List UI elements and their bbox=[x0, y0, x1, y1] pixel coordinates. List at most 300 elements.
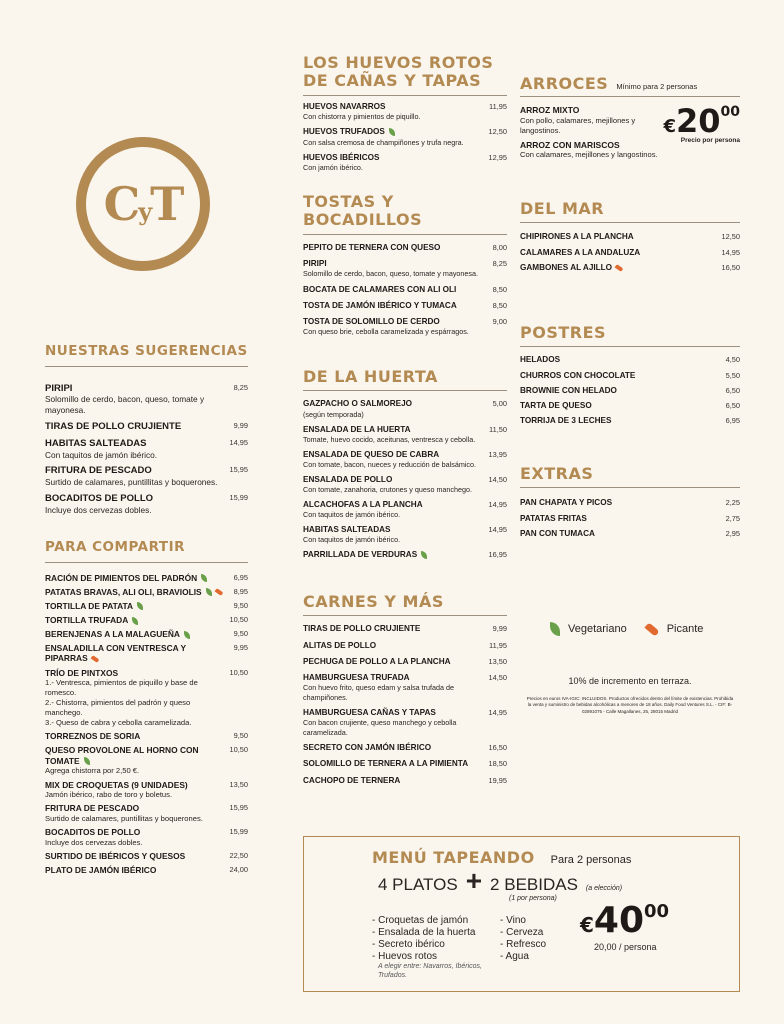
compartir-list bbox=[45, 573, 248, 876]
menu-item-name: TIRAS DE POLLO CRUJIENTE bbox=[45, 420, 182, 432]
tapeando-title: MENÚ TAPEANDO bbox=[372, 848, 535, 867]
menu-item bbox=[303, 399, 507, 419]
plus-icon: + bbox=[465, 865, 483, 896]
menu-item-name: ENSALADA DE LA HUERTA bbox=[303, 424, 411, 434]
menu-item-name: ENSALADILLA CON VENTRESCA Y PIPARRAS bbox=[45, 642, 186, 664]
menu-item-name: CACHOPO DE TERNERA bbox=[303, 775, 401, 785]
compartir-section bbox=[45, 540, 248, 880]
menu-item-name: PAN CON TUMACA bbox=[520, 528, 595, 538]
menu-item-price: 12,50 bbox=[721, 232, 740, 242]
mar-list bbox=[520, 232, 740, 273]
menu-item-name: BERENJENAS A LA MALAGUEÑA bbox=[45, 629, 228, 640]
menu-item-text bbox=[520, 514, 720, 524]
menu-item-name: CHURROS CON CHOCOLATE bbox=[520, 370, 636, 380]
menu-item-price: 14,95 bbox=[488, 708, 507, 718]
menu-item-name: HABITAS SALTEADAS bbox=[303, 524, 391, 534]
tapeando-offer bbox=[378, 865, 623, 896]
menu-item-text bbox=[303, 425, 483, 445]
tapeando-plato: - Secreto ibérico bbox=[372, 939, 445, 950]
menu-item-price: 14,50 bbox=[488, 673, 507, 683]
menu-item-price: 8,50 bbox=[492, 284, 507, 294]
menu-item-name: TORTILLA DE PATATA bbox=[45, 601, 228, 612]
menu-item-price: 12,95 bbox=[488, 153, 507, 162]
menu-item-desc: Agrega chistorra por 2,50 €. bbox=[45, 766, 140, 776]
menu-item-text bbox=[520, 386, 720, 396]
menu-item-text bbox=[303, 500, 483, 520]
menu-item-text bbox=[45, 803, 224, 823]
menu-item-text bbox=[45, 383, 228, 416]
huevos-section bbox=[303, 54, 507, 179]
menu-item bbox=[303, 317, 507, 337]
tapeando-price-value: €4000 bbox=[580, 900, 670, 941]
menu-item bbox=[303, 759, 507, 769]
menu-item-text bbox=[303, 399, 487, 419]
menu-item-price: 13,50 bbox=[229, 779, 248, 789]
menu-item-price: 9,50 bbox=[233, 730, 248, 740]
tapeando-platos-note: A elegir entre: Navarros, Ibéricos, Trufados. bbox=[378, 963, 483, 979]
menu-item bbox=[520, 105, 660, 135]
menu-item-name: SOLOMILLO DE TERNERA A LA PIMIENTA bbox=[303, 759, 469, 769]
chili-icon bbox=[615, 264, 624, 272]
menu-item-desc: Con salsa cremosa de champiñones y trufa negra. bbox=[303, 137, 464, 147]
menu-item-text bbox=[303, 776, 483, 786]
menu-item-text bbox=[45, 668, 224, 728]
menu-item bbox=[303, 525, 507, 545]
menu-item-desc: Con taquitos de jamón ibérico. bbox=[45, 449, 158, 460]
menu-item-name: BROWNIE CON HELADO bbox=[520, 385, 617, 395]
postres-section bbox=[520, 324, 740, 432]
legend-spicy: Picante bbox=[666, 623, 704, 635]
menu-item-name: TOSTA DE JAMÓN IBÉRICO Y TUMACA bbox=[303, 300, 457, 310]
menu-item-text bbox=[303, 102, 483, 122]
menu-item-price: 8,50 bbox=[492, 300, 507, 310]
menu-item-desc: Con huevo frito, queso edam y salsa trufada de champiñones. bbox=[303, 683, 455, 702]
menu-item-text bbox=[303, 743, 483, 753]
huevos-title: LOS HUEVOS ROTOS DE CAÑAS Y TAPAS bbox=[303, 54, 507, 96]
menu-item-name: SURTIDO DE IBÉRICOS Y QUESOS bbox=[45, 851, 186, 862]
menu-item-price: 19,95 bbox=[488, 775, 507, 785]
menu-item-name: HABITAS SALTEADAS bbox=[45, 437, 147, 449]
menu-item-price: 10,50 bbox=[229, 745, 248, 755]
tapeando-bebida: - Agua bbox=[500, 951, 529, 962]
menu-item-price: 9,99 bbox=[492, 624, 507, 634]
menu-item-text bbox=[45, 438, 224, 461]
tapeando-bebida: - Vino bbox=[500, 915, 526, 926]
footer bbox=[520, 676, 740, 715]
leaf-icon bbox=[421, 551, 427, 559]
menu-item-text bbox=[45, 865, 224, 876]
menu-item-price: 11,95 bbox=[489, 101, 507, 111]
menu-item-price: 9,00 bbox=[492, 317, 507, 327]
menu-item bbox=[303, 285, 507, 295]
leaf-icon bbox=[184, 631, 190, 639]
leaf-icon bbox=[550, 622, 560, 636]
menu-item-text bbox=[303, 450, 483, 470]
menu-item-name: ALITAS DE POLLO bbox=[303, 640, 377, 650]
menu-item-desc: Con pollo, calamares, mejillones y langostinos. bbox=[520, 116, 636, 135]
huerta-section bbox=[303, 368, 507, 566]
arroces-list bbox=[520, 105, 660, 164]
menu-item-price: 16,50 bbox=[721, 262, 740, 272]
menu-item-name: ENSALADA DE POLLO bbox=[303, 474, 393, 484]
leaf-icon bbox=[84, 757, 90, 765]
menu-item-name: ARROZ CON MARISCOS bbox=[520, 139, 620, 150]
tapeando-plato: - Croquetas de jamón bbox=[372, 915, 469, 926]
menu-item-name: MIX DE CROQUETAS (9 UNIDADES) bbox=[45, 779, 188, 790]
menu-item bbox=[520, 232, 740, 242]
menu-item bbox=[520, 263, 740, 273]
carnes-list bbox=[303, 624, 507, 785]
menu-item-text bbox=[303, 153, 483, 173]
menu-tapeando-box bbox=[303, 836, 740, 992]
menu-item-name: CHIPIRONES A LA PLANCHA bbox=[520, 232, 634, 242]
menu-item bbox=[45, 383, 248, 416]
menu-item-desc: Solomillo de cerdo, bacon, queso, tomate y mayonesa. bbox=[45, 394, 205, 416]
menu-item-price: 5,50 bbox=[725, 370, 740, 380]
arroces-title: ARROCES bbox=[520, 74, 609, 93]
menu-item-name: RACIÓN DE PIMIENTOS DEL PADRÓN bbox=[45, 573, 228, 584]
menu-item-desc: Con taquitos de jamón ibérico. bbox=[303, 510, 401, 520]
menu-item-price: 13,50 bbox=[488, 656, 507, 666]
arroces-body bbox=[520, 102, 740, 164]
menu-item bbox=[303, 425, 507, 445]
menu-item-price: 10,50 bbox=[229, 614, 248, 624]
arroces-price-label: Precio por persona bbox=[680, 137, 740, 145]
logo bbox=[76, 137, 210, 271]
leaf-icon bbox=[389, 128, 395, 136]
menu-item-desc: Con calamares, mejillones y langostinos. bbox=[520, 150, 658, 160]
menu-item-name: HAMBURGUESA CAÑAS Y TAPAS bbox=[303, 708, 436, 718]
menu-item-text bbox=[520, 416, 720, 426]
menu-item bbox=[303, 776, 507, 786]
legend bbox=[550, 622, 703, 636]
menu-item-price: 15,99 bbox=[229, 493, 248, 503]
menu-item-text bbox=[45, 745, 224, 776]
menu-item-price: 8,95 bbox=[233, 586, 248, 596]
menu-item bbox=[45, 780, 248, 800]
menu-item bbox=[45, 745, 248, 776]
menu-item-name: ENSALADA DE QUESO DE CABRA bbox=[303, 449, 440, 459]
menu-item-price: 6,50 bbox=[725, 401, 740, 411]
menu-item-text bbox=[303, 127, 483, 147]
menu-item-price: 14,95 bbox=[488, 524, 507, 534]
menu-item-name: TORREZNOS DE SORIA bbox=[45, 730, 141, 741]
menu-item-price: 8,25 bbox=[233, 382, 248, 392]
menu-item-text bbox=[303, 759, 483, 769]
menu-item-text bbox=[520, 371, 720, 381]
arroces-price: €2000 bbox=[663, 102, 740, 141]
menu-item-name: ALCACHOFAS A LA PLANCHA bbox=[303, 499, 423, 509]
arroces-section bbox=[520, 75, 740, 164]
menu-item-text bbox=[520, 355, 720, 365]
menu-item-name: SECRETO CON JAMÓN IBÉRICO bbox=[303, 743, 432, 753]
menu-item bbox=[45, 865, 248, 876]
carnes-section bbox=[303, 593, 507, 792]
menu-item-name: GAZPACHO O SALMOREJO bbox=[303, 399, 413, 409]
menu-item-text bbox=[45, 615, 224, 626]
menu-item bbox=[45, 493, 248, 516]
menu-item bbox=[45, 615, 248, 626]
menu-item-text bbox=[45, 851, 224, 862]
tapeando-plato: - Huevos rotos bbox=[372, 951, 438, 962]
menu-item-price: 6,95 bbox=[725, 416, 740, 426]
menu-item-desc: Con queso brie, cebolla caramelizada y espárragos. bbox=[303, 327, 469, 337]
menu-item-text bbox=[303, 657, 483, 667]
menu-item bbox=[303, 259, 507, 279]
menu-item-name: TIRAS DE POLLO CRUJIENTE bbox=[303, 624, 421, 634]
tostas-section bbox=[303, 193, 507, 343]
mar-section bbox=[520, 200, 740, 278]
menu-item-name: PARRILLADA DE VERDURAS bbox=[303, 550, 483, 560]
legend-veg: Vegetariano bbox=[568, 623, 627, 635]
arroces-header bbox=[520, 75, 740, 97]
leaf-icon bbox=[206, 588, 212, 596]
menu-item-price: 14,95 bbox=[488, 499, 507, 509]
menu-item-text bbox=[303, 641, 483, 651]
menu-item bbox=[45, 629, 248, 640]
menu-item-price: 14,95 bbox=[721, 247, 740, 257]
menu-item-text bbox=[303, 301, 487, 311]
menu-item-price: 6,50 bbox=[725, 385, 740, 395]
menu-item-name: TOSTA DE SOLOMILLO DE CERDO bbox=[303, 317, 440, 327]
menu-item-price: 14,50 bbox=[488, 474, 507, 484]
menu-item bbox=[45, 601, 248, 612]
menu-item-text bbox=[45, 629, 228, 640]
menu-item bbox=[303, 624, 507, 634]
menu-item-text bbox=[303, 550, 483, 560]
carnes-title: CARNES Y MÁS bbox=[303, 593, 507, 616]
menu-item bbox=[303, 153, 507, 173]
arroces-price-box bbox=[660, 102, 740, 164]
tapeando-plato: - Ensalada de la huerta bbox=[372, 927, 476, 938]
sugerencias-section bbox=[45, 344, 248, 521]
tapeando-platos-list bbox=[372, 915, 475, 963]
menu-item-text bbox=[520, 232, 716, 242]
menu-item-text bbox=[520, 498, 720, 508]
huerta-list bbox=[303, 399, 507, 560]
menu-item-text bbox=[303, 624, 487, 634]
mar-title: DEL MAR bbox=[520, 200, 740, 223]
menu-item bbox=[520, 529, 740, 539]
menu-item-text bbox=[303, 259, 487, 279]
tapeando-price-pp: 20,00 / persona bbox=[594, 942, 657, 952]
menu-item-text bbox=[520, 263, 716, 273]
menu-item bbox=[303, 475, 507, 495]
menu-item-text bbox=[520, 401, 720, 411]
sugerencias-title: NUESTRAS SUGERENCIAS bbox=[45, 344, 248, 367]
menu-item-desc: Con tomate, zanahoria, crutones y queso manchego. bbox=[303, 484, 473, 494]
arroces-note: Mínimo para 2 personas bbox=[616, 82, 698, 91]
menu-item-text bbox=[45, 587, 228, 598]
menu-item-name: PIRIPI bbox=[303, 259, 327, 269]
menu-item-desc: 1.- Ventresca, pimientos de piquillo y base de romesco. 2.- Chistorra, pimientos del padrón y queso manchego. 3.- Queso de cabra y cebolla caramelizada. bbox=[45, 678, 198, 727]
menu-item-desc: Con chistorra y pimientos de piquillo. bbox=[303, 112, 421, 122]
menu-item-name: TARTA DE QUESO bbox=[520, 401, 592, 411]
menu-item-name: BOCADITOS DE POLLO bbox=[45, 493, 154, 505]
compartir-title: PARA COMPARTIR bbox=[45, 540, 248, 563]
menu-item-text bbox=[45, 601, 228, 612]
menu-item-name: TORTILLA TRUFADA bbox=[45, 615, 224, 626]
menu-item-text bbox=[45, 643, 228, 664]
menu-item-desc: Surtido de calamares, puntillitas y boquerones. bbox=[45, 477, 218, 488]
menu-item-price: 2,95 bbox=[725, 528, 740, 538]
menu-item-text bbox=[303, 317, 487, 337]
menu-item-name: HAMBURGUESA TRUFADA bbox=[303, 673, 410, 683]
huerta-title: DE LA HUERTA bbox=[303, 368, 507, 391]
menu-item-text bbox=[45, 421, 228, 433]
menu-item-text bbox=[520, 529, 720, 539]
menu-item-price: 12,50 bbox=[488, 127, 507, 137]
menu-item bbox=[303, 500, 507, 520]
menu-item-name: GAMBONES AL AJILLO bbox=[520, 263, 716, 273]
tapeando-for: Para 2 personas bbox=[550, 854, 632, 866]
menu-item-price: 15,95 bbox=[229, 465, 248, 475]
menu-item bbox=[520, 386, 740, 396]
menu-item-price: 14,95 bbox=[229, 437, 248, 447]
menu-item-name: PIRIPI bbox=[45, 382, 73, 394]
menu-item-price: 6,95 bbox=[233, 572, 248, 582]
menu-item-price: 13,95 bbox=[488, 449, 507, 459]
menu-item-desc: Incluye dos cervezas dobles. bbox=[45, 837, 143, 847]
postres-list bbox=[520, 355, 740, 426]
menu-item bbox=[45, 421, 248, 433]
menu-item-name: HUEVOS TRUFADOS bbox=[303, 127, 483, 137]
menu-item bbox=[45, 827, 248, 847]
chili-icon bbox=[214, 588, 223, 596]
menu-item-name: PATATAS FRITAS bbox=[520, 513, 587, 523]
menu-item-name: ARROZ MIXTO bbox=[520, 105, 580, 116]
leaf-icon bbox=[201, 574, 207, 582]
menu-item-desc: Con jamón ibérico. bbox=[303, 163, 363, 173]
menu-item-name: QUESO PROVOLONE AL HORNO CON TOMATE bbox=[45, 745, 199, 766]
menu-item-price: 2,25 bbox=[725, 498, 740, 508]
menu-item bbox=[520, 355, 740, 365]
menu-item bbox=[520, 401, 740, 411]
extras-list bbox=[520, 498, 740, 539]
menu-item-price: 22,50 bbox=[229, 851, 248, 861]
menu-item bbox=[45, 587, 248, 598]
menu-item-price: 24,00 bbox=[229, 865, 248, 875]
menu-item-price: 11,50 bbox=[489, 424, 507, 434]
menu-item-price: 15,99 bbox=[229, 827, 248, 837]
menu-item-text bbox=[303, 525, 483, 545]
menu-item bbox=[45, 465, 248, 488]
menu-item-name: PAN CHAPATA Y PICOS bbox=[520, 498, 613, 508]
menu-item bbox=[520, 416, 740, 426]
menu-item-price: 9,50 bbox=[233, 628, 248, 638]
sugerencias-list bbox=[45, 383, 248, 516]
extras-section bbox=[520, 465, 740, 544]
tapeando-bebidas: 2 BEBIDAS bbox=[490, 875, 578, 894]
menu-item bbox=[303, 301, 507, 311]
menu-item-text bbox=[303, 285, 487, 295]
huevos-list bbox=[303, 102, 507, 173]
menu-item-price: 8,00 bbox=[492, 242, 507, 252]
menu-item bbox=[520, 371, 740, 381]
tapeando-bebida: - Cerveza bbox=[500, 927, 544, 938]
tapeando-header bbox=[372, 849, 631, 867]
tapeando-bebidas-list bbox=[500, 915, 546, 963]
postres-title: POSTRES bbox=[520, 324, 740, 347]
leaf-icon bbox=[137, 602, 143, 610]
menu-item bbox=[45, 668, 248, 728]
menu-item-name: FRITURA DE PESCADO bbox=[45, 803, 140, 814]
menu-item-text bbox=[303, 673, 483, 702]
menu-item bbox=[303, 673, 507, 702]
menu-item-text bbox=[45, 780, 224, 800]
menu-item-price: 9,50 bbox=[233, 600, 248, 610]
tapeando-bebida: - Refresco bbox=[500, 939, 547, 950]
menu-item bbox=[303, 243, 507, 253]
menu-item-price: 15,95 bbox=[229, 803, 248, 813]
chili-icon bbox=[644, 622, 659, 636]
menu-item-desc: Con tomate, bacon, nueces y reducción de balsámico. bbox=[303, 459, 476, 469]
menu-item-name: BOCADITOS DE POLLO bbox=[45, 827, 141, 838]
menu-item-name: BOCATA DE CALAMARES CON ALI OLI bbox=[303, 284, 457, 294]
legal-note: Precios en euros IVA-IGIC: INCLUIDOS. Productos ofrecidos dentro del límite de existencias. Prohibida la venta y suministro de bebidas alcohólicas a menores de 18 años. Daily Food Ventures S.L. - CIF: B-02891075 - Calle Magallanes, 25, 28015 Madrid bbox=[526, 696, 734, 714]
menu-item bbox=[303, 127, 507, 147]
menu-item-text bbox=[45, 573, 228, 584]
menu-item bbox=[303, 102, 507, 122]
tapeando-platos: 4 PLATOS bbox=[378, 875, 458, 894]
menu-item bbox=[303, 641, 507, 651]
menu-item-price: 4,50 bbox=[725, 355, 740, 365]
menu-item-desc: Surtido de calamares, puntillitas y boquerones. bbox=[45, 813, 203, 823]
menu-item-text bbox=[303, 708, 483, 737]
menu-item-text bbox=[45, 465, 224, 488]
extras-title: EXTRAS bbox=[520, 465, 740, 488]
menu-item-name: PECHUGA DE POLLO A LA PLANCHA bbox=[303, 656, 451, 666]
leaf-icon bbox=[132, 617, 138, 625]
menu-item-desc: (según temporada) bbox=[303, 409, 364, 419]
menu-item-price: 9,95 bbox=[233, 642, 248, 652]
menu-item bbox=[303, 708, 507, 737]
terraza-note: 10% de incremento en terraza. bbox=[568, 676, 692, 686]
menu-item-desc: Jamón ibérico, rabo de toro y boletus. bbox=[45, 790, 173, 800]
menu-item bbox=[520, 514, 740, 524]
menu-item-price: 16,50 bbox=[488, 743, 507, 753]
tostas-list bbox=[303, 243, 507, 337]
menu-item-name: HUEVOS IBÉRICOS bbox=[303, 153, 380, 162]
tapeando-por-persona: (1 por persona) bbox=[509, 895, 557, 902]
menu-item bbox=[520, 498, 740, 508]
menu-item-price: 8,25 bbox=[492, 259, 507, 269]
menu-item-desc: Tomate, huevo cocido, aceitunas, ventresca y cebolla. bbox=[303, 434, 476, 444]
menu-item-name: PLATO DE JAMÓN IBÉRICO bbox=[45, 865, 157, 876]
menu-item-desc: Incluye dos cervezas dobles. bbox=[45, 505, 152, 516]
menu-item bbox=[303, 450, 507, 470]
menu-item-price: 10,50 bbox=[229, 667, 248, 677]
menu-item-price: 18,50 bbox=[488, 759, 507, 769]
menu-item bbox=[45, 731, 248, 742]
menu-item-name: PATATAS BRAVAS, ALI OLI, BRAVIOLIS bbox=[45, 587, 228, 598]
menu-item-text bbox=[45, 731, 228, 742]
menu-item bbox=[303, 550, 507, 560]
menu-item bbox=[45, 573, 248, 584]
menu-item-name: HELADOS bbox=[520, 355, 561, 365]
menu-item bbox=[303, 657, 507, 667]
menu-item bbox=[303, 743, 507, 753]
menu-item bbox=[45, 851, 248, 862]
menu-item-price: 11,95 bbox=[489, 640, 507, 650]
menu-item-desc: Con taquitos de jamón ibérico. bbox=[303, 535, 401, 545]
menu-item bbox=[45, 438, 248, 461]
menu-item-name: PEPITO DE TERNERA CON QUESO bbox=[303, 242, 441, 252]
menu-item-price: 16,95 bbox=[488, 550, 507, 560]
logo-text: CyT bbox=[103, 177, 183, 231]
tapeando-price bbox=[580, 900, 670, 952]
menu-item bbox=[45, 803, 248, 823]
